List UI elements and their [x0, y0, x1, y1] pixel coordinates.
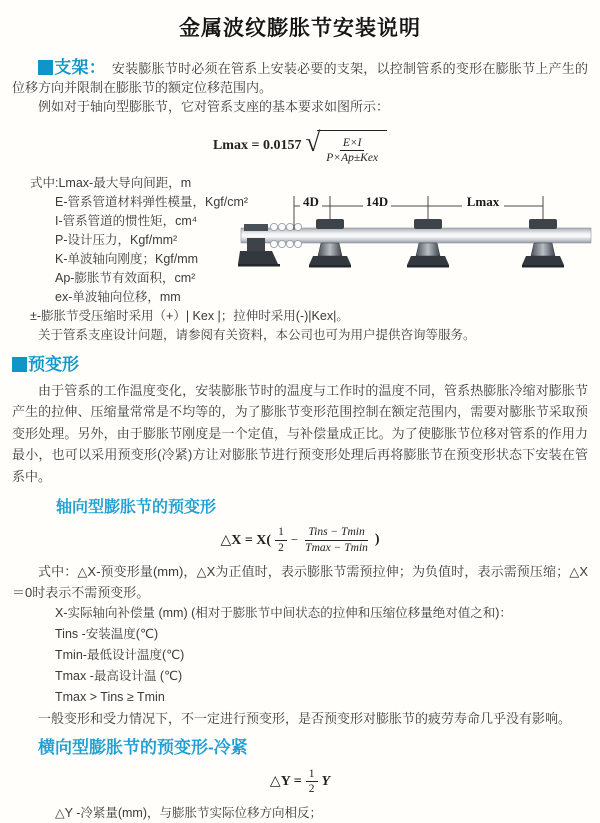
support-section-heading: 支架：: [54, 58, 106, 77]
lateral-formula-rhs: Y: [321, 773, 331, 789]
predeform-body-text: 由于管系的工作温度变化，安装膨胀节时的温度与工作时的温度不同，管系热膨胀冷缩对膨胀节产生的拉伸、压缩量常常是不均等的，为了膨胀节变形范围控制在额定范围内，需要对膨胀节采取预变形处理。另外，由于膨胀节刚度是一个定值，与补偿量成正比。为了使膨胀节位移对管系的作用力最小，也可以采用预变形(冷紧)方让对膨胀节进行预变形处理后再将膨胀节在预变形状态下安装在管系中。: [12, 382, 588, 484]
axial-predeform-heading: 轴向型膨胀节的预变形: [56, 499, 217, 517]
support-paragraph: [12, 58, 588, 97]
definition-item: I-管系管道的惯性矩，cm⁴: [55, 213, 198, 228]
fraction-denominator: 2: [308, 783, 315, 796]
predeform-section-heading: [12, 354, 588, 376]
dim-label-4d: 4D: [303, 194, 319, 209]
pipe: [241, 228, 591, 243]
formula-lhs: Lmax = 0.0157: [212, 137, 302, 153]
axial-closing-text: 一般变形和受力情况下，不一定进行预变形，是否预变形对膨胀节的疲劳寿命几乎没有影响。: [38, 711, 572, 726]
predeform-heading-label: 预变形: [28, 354, 79, 374]
definition-item: K-单波轴向刚度；Kgf/mm: [55, 251, 199, 266]
fraction-numerator: 1: [275, 525, 287, 540]
axial-notes: [12, 603, 588, 708]
axial-where-text: 式中：△X-预变形量(mm)，△X为正值时，表示膨胀节需预拉伸；为负值时，表示需预压缩；△X＝0时表示不需预变形。: [12, 564, 588, 600]
section-marker-icon: [38, 60, 53, 75]
fraction-denominator: Tmax − Tmin: [305, 541, 368, 554]
section-marker-icon: [12, 357, 27, 372]
consulting-note: 关于管系支座设计问题，请参阅有关资料，本公司也可为用户提供咨询等服务。: [38, 327, 476, 342]
plusminus-note: ±-膨胀节受压缩时采用（+）| Kex |；拉伸时采用(-)|Kex|。: [30, 308, 349, 323]
lateral-predeform-heading: 横向型膨胀节的预变形-冷紧: [38, 738, 248, 757]
page-title: 金属波纹膨胀节安装说明: [179, 17, 421, 40]
lateral-formula-lhs: △Y =: [269, 774, 302, 790]
support-intro-text: 安装膨胀节时必须在管系上安装必要的支架，以控制管系的变形在膨胀节上产生的位移方向并限制在膨胀节的额定位移范围内。: [12, 61, 588, 95]
one-half-fraction: [306, 767, 318, 797]
fraction-numerator: 1: [306, 767, 318, 782]
radical-body: [317, 130, 387, 166]
lmax-formula: [12, 126, 588, 166]
temperature-fraction: [302, 525, 371, 555]
pipe-support-diagram: [238, 186, 596, 288]
axial-note-item: Tmax -最高设计温 (℃): [55, 669, 183, 683]
minus-operator: −: [290, 532, 299, 548]
axial-predeform-formula: [12, 525, 588, 555]
one-half-fraction: [275, 525, 287, 555]
support-example-line: 例如对于轴向型膨胀节，它对管系支座的基本要求如图所示：: [38, 99, 390, 114]
definition-item: P-设计压力，Kgf/mm²: [55, 232, 178, 247]
axial-note-item: Tins -安装温度(℃): [55, 627, 159, 641]
definition-item: Ap-膨胀节有效面积，cm²: [55, 270, 196, 285]
definitions-lead: 式中:Lmax-最大导向间距，m: [30, 175, 192, 190]
pipe-diagram-svg: [238, 186, 596, 288]
fraction-numerator: Tins − Tmin: [305, 525, 367, 540]
definition-item: E-管系管道材料弹性模量，Kgf/cm²: [55, 194, 249, 209]
lateral-note-text: △Y -冷紧量(mm)，与膨胀节实际位移方向相反；: [55, 805, 323, 820]
axial-note-item: Tmin-最低设计温度(℃): [55, 648, 185, 662]
lateral-predeform-formula: [12, 767, 588, 797]
fraction-numerator: E×I: [340, 136, 365, 151]
axial-note-item: X-实际轴向补偿量 (mm) (相对于膨胀节中间状态的拉伸和压缩位移量绝对值之和)：: [55, 606, 512, 620]
axial-note-item: Tmax > Tins ≥ Tmin: [55, 690, 165, 704]
dim-label-lmax: Lmax: [466, 194, 500, 209]
dim-label-14d: 14D: [365, 194, 389, 209]
axial-formula-lhs: △X = X(: [220, 532, 272, 548]
fraction-denominator: 2: [278, 541, 284, 554]
fraction: [323, 136, 381, 166]
right-paren: ): [374, 532, 380, 548]
definition-item: ex-单波轴向位移，mm: [55, 289, 181, 304]
sqrt-radical: [305, 126, 387, 166]
fraction-denominator: P×Ap±Kex: [326, 152, 379, 165]
radical-sign: √: [305, 127, 321, 157]
